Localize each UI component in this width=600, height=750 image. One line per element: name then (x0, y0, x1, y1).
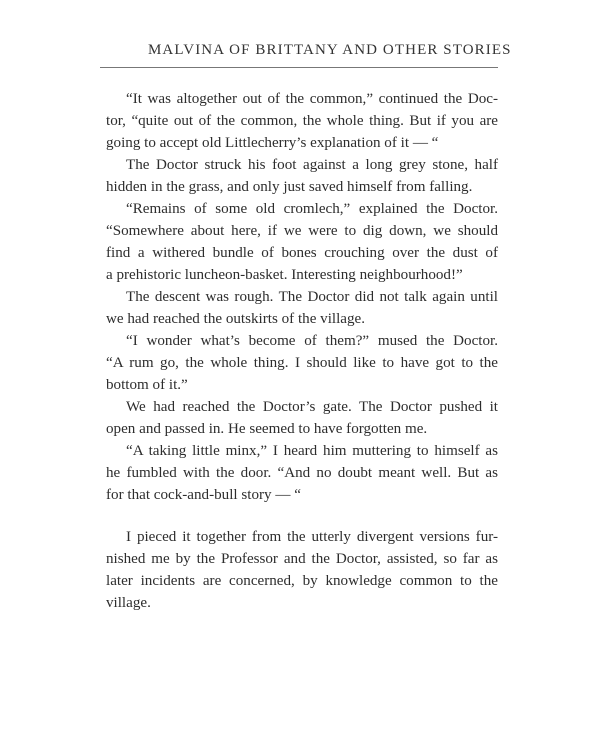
text-line: hidden in the grass, and only just saved himself from falling. (106, 179, 473, 195)
section-gap (106, 506, 498, 526)
text-line: I pieced it together from the utterly divergent versions fur- (126, 529, 498, 545)
header-rule (100, 67, 498, 68)
text-line: we had reached the outskirts of the village. (106, 311, 366, 327)
text-line: “A rum go, the whole thing. I should like to have got to the (106, 355, 498, 371)
text-line: find a withered bundle of bones crouching over the dust of (106, 245, 498, 261)
text-line: “I wonder what’s become of them?” mused the Doctor. (126, 333, 498, 349)
text-line: later incidents are concerned, by knowledge common to the (106, 573, 498, 589)
text-line: nished me by the Professor and the Doctor, assisted, so far as (106, 551, 498, 567)
text-line: The Doctor struck his foot against a long grey stone, half (126, 157, 498, 173)
text-line: We had reached the Doctor’s gate. The Doctor pushed it (126, 399, 498, 415)
text-line: he fumbled with the door. “And no doubt meant well. But as (106, 465, 498, 481)
running-head: MALVINA OF BRITTANY AND OTHER STORIES (148, 42, 512, 58)
text-line: “Somewhere about here, if we were to dig down, we should (106, 223, 498, 239)
text-line: going to accept old Littlecherry’s explanation of it — “ (106, 135, 439, 151)
text-line: The descent was rough. The Doctor did not talk again until (126, 289, 498, 305)
paragraph (106, 88, 498, 154)
text-line: tor, “quite out of the common, the whole thing. But if you are (106, 113, 498, 129)
text-line: for that cock-and-bull story — “ (106, 487, 301, 503)
text-line: a prehistoric luncheon-basket. Interesting neighbourhood!” (106, 267, 463, 283)
paragraph (106, 286, 498, 330)
paragraph (106, 396, 498, 440)
text-line: “It was altogether out of the common,” continued the Doc- (126, 91, 498, 107)
paragraph (106, 440, 498, 506)
text-line: village. (106, 595, 151, 611)
paragraph (106, 526, 498, 614)
body-text (106, 88, 498, 614)
paragraph (106, 330, 498, 396)
text-line: bottom of it.” (106, 377, 188, 393)
text-line: “Remains of some old cromlech,” explained the Doctor. (126, 201, 498, 217)
text-line: “A taking little minx,” I heard him muttering to himself as (126, 443, 498, 459)
text-line: open and passed in. He seemed to have forgotten me. (106, 421, 428, 437)
paragraph (106, 154, 498, 198)
paragraph (106, 198, 498, 286)
